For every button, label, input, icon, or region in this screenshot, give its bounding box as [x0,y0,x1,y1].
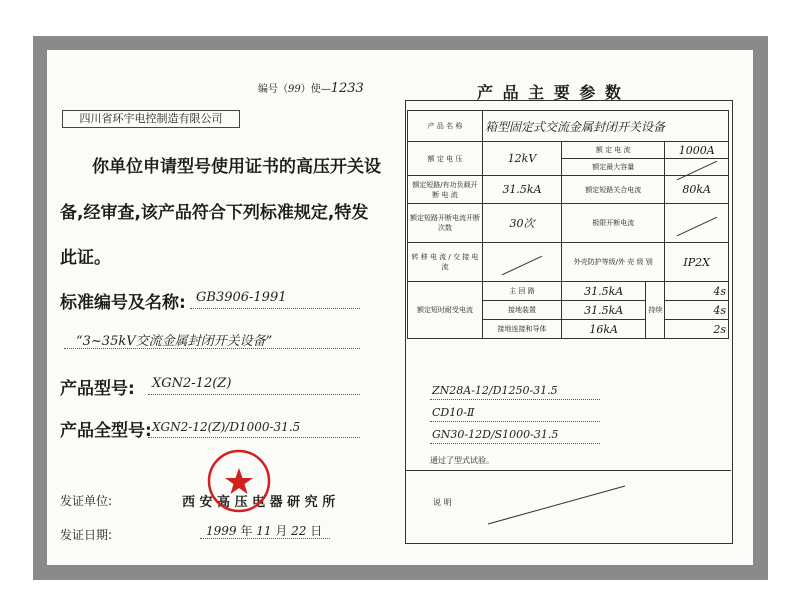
product-name-label: 产 品 名 称 [408,111,483,142]
ground-conductor-time: 2s [665,320,729,339]
ground-conductor: 16kA [562,320,646,339]
short-make: 80kA [665,176,729,204]
table-row [408,243,729,282]
main-circuit-label: 主 回 路 [483,282,562,301]
cert-number-value: 1233 [330,81,364,96]
issuer-label: 发证单位: [60,494,113,508]
statement-line-3: 此证。 [60,248,111,268]
rated-capacity-label: 额定最大容量 [562,159,665,176]
component-2: CD10-Ⅱ [432,406,475,419]
component-1: ZN28A-12/D1250-31.5 [432,384,558,397]
break-times: 30次 [483,204,562,243]
duration-label: 持续 [646,282,665,339]
params-table [407,110,729,339]
short-make-label: 额定短路关合电流 [562,176,665,204]
enclosure-label: 外壳防护等级/外 壳 级 别 [562,243,665,282]
table-row [408,204,729,243]
full-model-label: 产品全型号: [60,421,152,441]
table-row [408,176,729,204]
issue-day: 22 [291,524,307,538]
statement-line-1: 你单位申请型号使用证书的高压开关设 [92,157,381,177]
remarks-label: 说 明 [433,498,452,507]
official-seal [206,448,272,514]
rated-voltage-label: 额 定 电 压 [408,142,483,176]
enclosure: IP2X [665,243,729,282]
break-times-label: 额定短路开断电流开断次数 [408,204,483,243]
rated-capacity [665,159,729,176]
standard-label: 标准编号及名称: [60,293,186,313]
issue-day-unit: 日 [310,524,323,538]
product-name: 箱型固定式交流金属封闭开关设备 [483,111,729,142]
component-1-line [430,399,600,400]
standard-name-line [64,348,360,349]
issue-date-line [200,538,330,539]
rated-current-label: 额 定 电 流 [562,142,665,159]
grounding: 31.5kA [562,301,646,320]
statement-line-2: 备,经审查,该产品符合下列标准规定,特发 [60,203,369,223]
component-3-line [430,443,600,444]
cert-number [258,80,364,96]
grounding-time: 4s [665,301,729,320]
params-title: 产 品 主 要 参 数 [477,83,623,102]
issue-month: 11 [256,524,272,538]
transfer-label: 转 移 电 流 / 交 接 电 流 [408,243,483,282]
short-time-label: 额定短时耐受电流 [408,282,483,339]
table-row [408,142,729,159]
component-3: GN30-12D/S1000-31.5 [432,428,559,441]
rated-voltage: 12kV [483,142,562,176]
model-value: XGN2-12(Z) [152,376,232,391]
issue-date [206,522,322,539]
remarks-slash [480,480,630,530]
issue-date-label: 发证日期: [60,528,113,542]
ground-conductor-label: 接地连接和导体 [483,320,562,339]
short-break-label: 额定短路/有功负载开 断 电 流 [408,176,483,204]
standard-name: “3~35kV交流金属封闭开关设备” [76,334,273,349]
table-row [408,282,729,301]
test-passed: 通过了型式试验。 [430,456,494,465]
cert-number-label: 编号（ [258,84,288,95]
cert-number-suffix: ）使— [300,84,331,95]
component-2-line [430,421,600,422]
limit-break [665,204,729,243]
remarks-divider [405,470,731,471]
cert-number-year: 99 [288,84,301,95]
short-break: 31.5kA [483,176,562,204]
company-name: 四川省环宇电控制造有限公司 [62,110,240,128]
issuer-value: 西 安 高 压 电 器 研 究 所 [182,495,336,510]
issue-month-unit: 月 [275,524,288,538]
main-circuit-time: 4s [665,282,729,301]
limit-break-label: 极限开断电流 [562,204,665,243]
grounding-label: 接地装置 [483,301,562,320]
model-line [148,394,360,395]
main-circuit: 31.5kA [562,282,646,301]
standard-code-line [190,308,360,309]
standard-code: GB3906-1991 [196,290,287,305]
issue-year-unit: 年 [240,524,253,538]
issue-year: 1999 [206,524,237,538]
rated-current: 1000A [665,142,729,159]
full-model-value: XGN2-12(Z)/D1000-31.5 [152,420,301,434]
transfer-value [483,243,562,282]
full-model-line [148,437,360,438]
model-label: 产品型号: [60,379,135,399]
table-row [408,111,729,142]
